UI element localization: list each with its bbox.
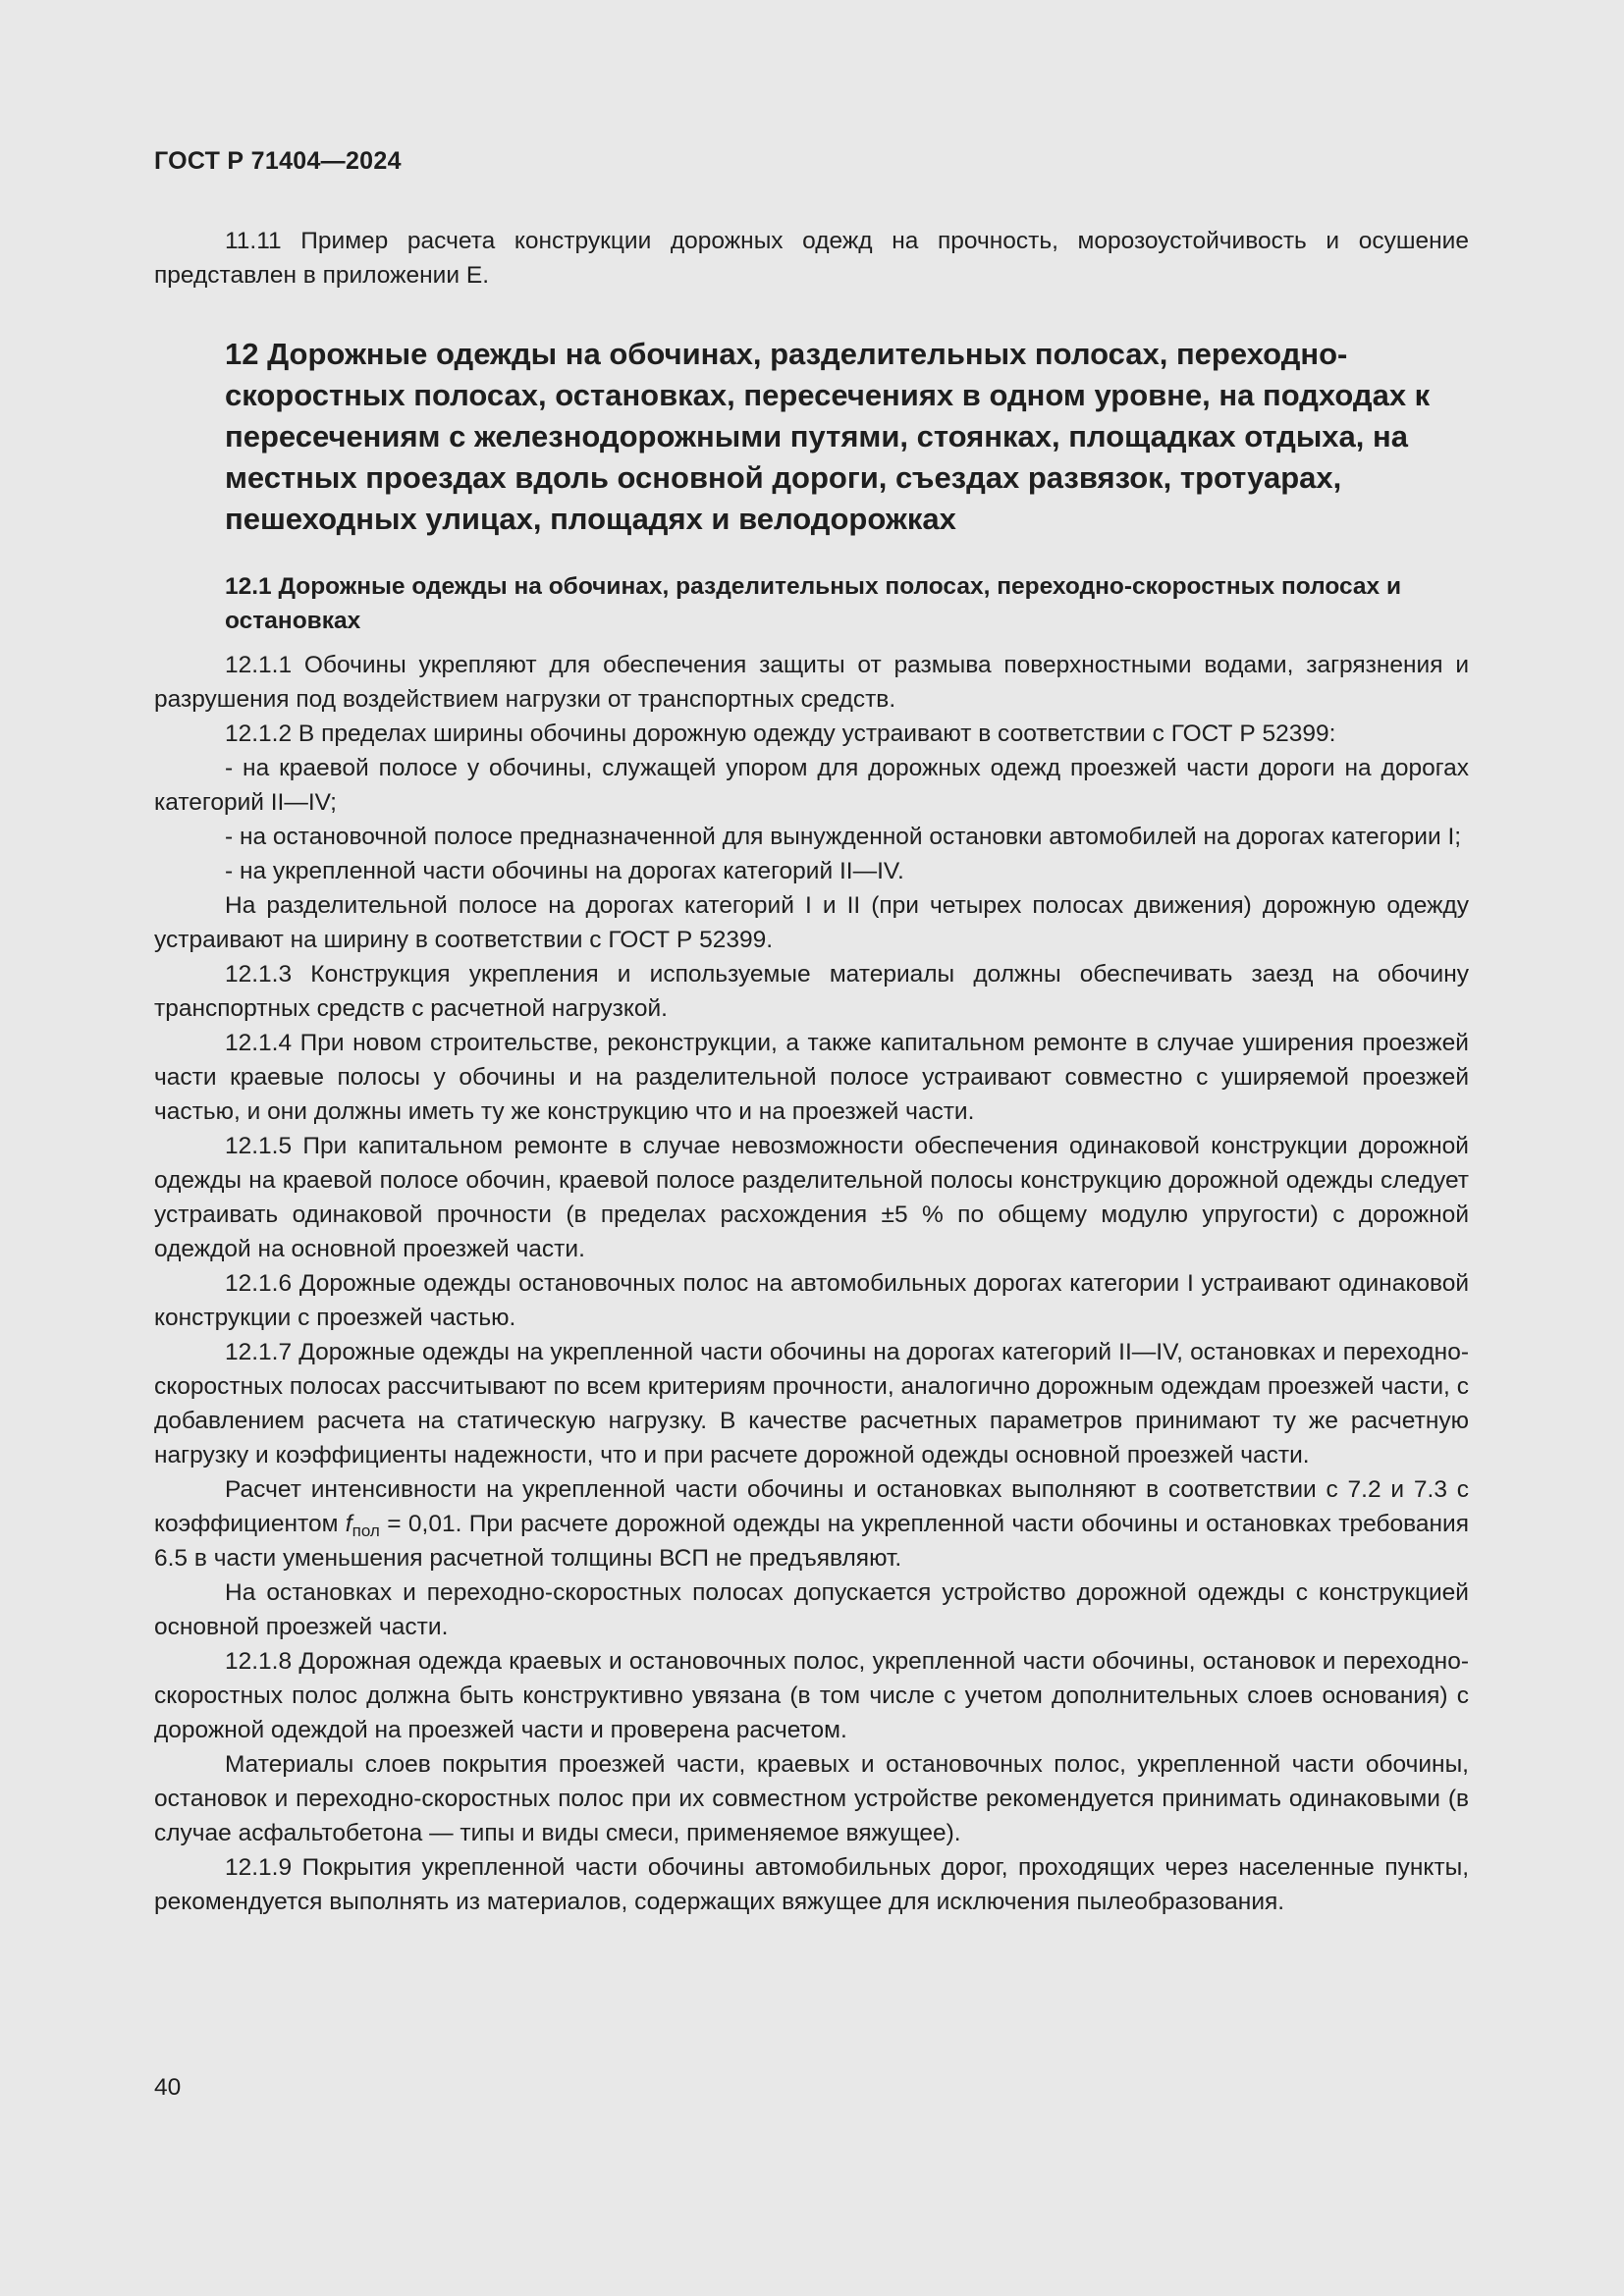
- formula-subscript: пол: [352, 1522, 380, 1540]
- paragraph: 12.1.6 Дорожные одежды остановочных полос на автомобильных дорогах категории I устраивают одинаковой конструкции с проезжей частью.: [154, 1270, 1469, 1331]
- paragraph: На остановках и переходно-скоростных полосах допускается устройство дорожной одежды с конструкцией основной проезжей части.: [154, 1579, 1469, 1640]
- paragraph: 12.1.5 При капитальном ремонте в случае невозможности обеспечения одинаковой конструкции дорожной одежды на краевой полосе обочин, краевой полосе разделительной полосы конструкцию дорожной одежды следует устраивать одинаковой прочности (в пределах расхождения ±5 % по общему модулю упругости) с дорожной одеждой на основной проезжей части.: [154, 1133, 1469, 1262]
- paragraph: 12.1.2 В пределах ширины обочины дорожную одежду устраивают в соответствии с ГОСТ Р 52399:: [225, 721, 1336, 747]
- running-header: ГОСТ Р 71404—2024: [154, 147, 402, 175]
- formula-text-after: = 0,01. При расчете дорожной одежды на укрепленной части обочины и остановках требования 6.5 в части уменьшения расчетной толщины ВСП не предъявляют.: [154, 1511, 1469, 1572]
- paragraph: 12.1.1 Обочины укрепляют для обеспечения защиты от размыва поверхностными водами, загрязнения и разрушения под воздействием нагрузки от транспортных средств.: [154, 652, 1469, 713]
- formula-text-before: Расчет интенсивности на укрепленной части обочины и остановках выполняют в соответствии с 7.2 и 7.3 с коэффициентом: [154, 1476, 1469, 1537]
- formula-paragraph: [154, 1472, 1469, 1575]
- list-item: - на остановочной полосе предназначенной для вынужденной остановки автомобилей на дорогах категории I;: [225, 824, 1462, 850]
- paragraph: 12.1.7 Дорожные одежды на укрепленной части обочины на дорогах категорий II—IV, остановках и переходно-скоростных полосах рассчитывают по всем критериям прочности, аналогично дорожным одеждам проезжей части, с добавлением расчета на статическую нагрузку. В качестве расчетных параметров принимают ту же расчетную нагрузку и коэффициенты надежности, что и при расчете дорожной одежды основной проезжей части.: [154, 1339, 1469, 1468]
- paragraph: 12.1.3 Конструкция укрепления и используемые материалы должны обеспечивать заезд на обочину транспортных средств с расчетной нагрузкой.: [154, 961, 1469, 1022]
- intro-paragraph: 11.11 Пример расчета конструкции дорожных одежд на прочность, морозоустойчивость и осушение представлен в приложении Е.: [154, 228, 1469, 289]
- formula-variable: f: [345, 1511, 352, 1537]
- page-content: [154, 224, 1469, 1919]
- paragraph: На разделительной полосе на дорогах категорий I и II (при четырех полосах движения) дорожную одежду устраивают на ширину в соответствии с ГОСТ Р 52399.: [154, 892, 1469, 953]
- paragraph: 12.1.8 Дорожная одежда краевых и остановочных полос, укрепленной части обочины, остановок и переходно-скоростных полос должна быть конструктивно увязана (в том числе с учетом дополнительных слоев основания) с дорожной одеждой на проезжей части и проверена расчетом.: [154, 1648, 1469, 1743]
- paragraph: 12.1.4 При новом строительстве, реконструкции, а также капитальном ремонте в случае уширения проезжей части краевые полосы у обочины и на разделительной полосе устраивают совместно с уширяемой проезжей частью, и они должны иметь ту же конструкцию что и на проезжей части.: [154, 1030, 1469, 1125]
- paragraph: 12.1.9 Покрытия укрепленной части обочины автомобильных дорог, проходящих через населенные пункты, рекомендуется выполнять из материалов, содержащих вяжущее для исключения пылеобразования.: [154, 1854, 1469, 1915]
- section-title: 12 Дорожные одежды на обочинах, разделительных полосах, переходно-скоростных полосах, остановках, пересечениях в одном уровне, на подходах к пересечениям с железнодорожными путями, стоянках, площадках отдыха, на местных проездах вдоль основной дороги, съездах развязок, тротуарах, пешеходных улицах, площадях и велодорожках: [225, 337, 1431, 536]
- subsection-title: 12.1 Дорожные одежды на обочинах, разделительных полосах, переходно-скоростных полосах и остановках: [225, 573, 1402, 634]
- paragraph: Материалы слоев покрытия проезжей части, краевых и остановочных полос, укрепленной части обочины, остановок и переходно-скоростных полос при их совместном устройстве рекомендуется принимать одинаковыми (в случае асфальтобетона — типы и виды смеси, применяемое вяжущее).: [154, 1751, 1469, 1846]
- list-item: - на краевой полосе у обочины, служащей упором для дорожных одежд проезжей части дороги на дорогах категорий II—IV;: [154, 755, 1469, 816]
- page-number: 40: [154, 2074, 182, 2101]
- list-item: - на укрепленной части обочины на дорогах категорий II—IV.: [225, 858, 904, 884]
